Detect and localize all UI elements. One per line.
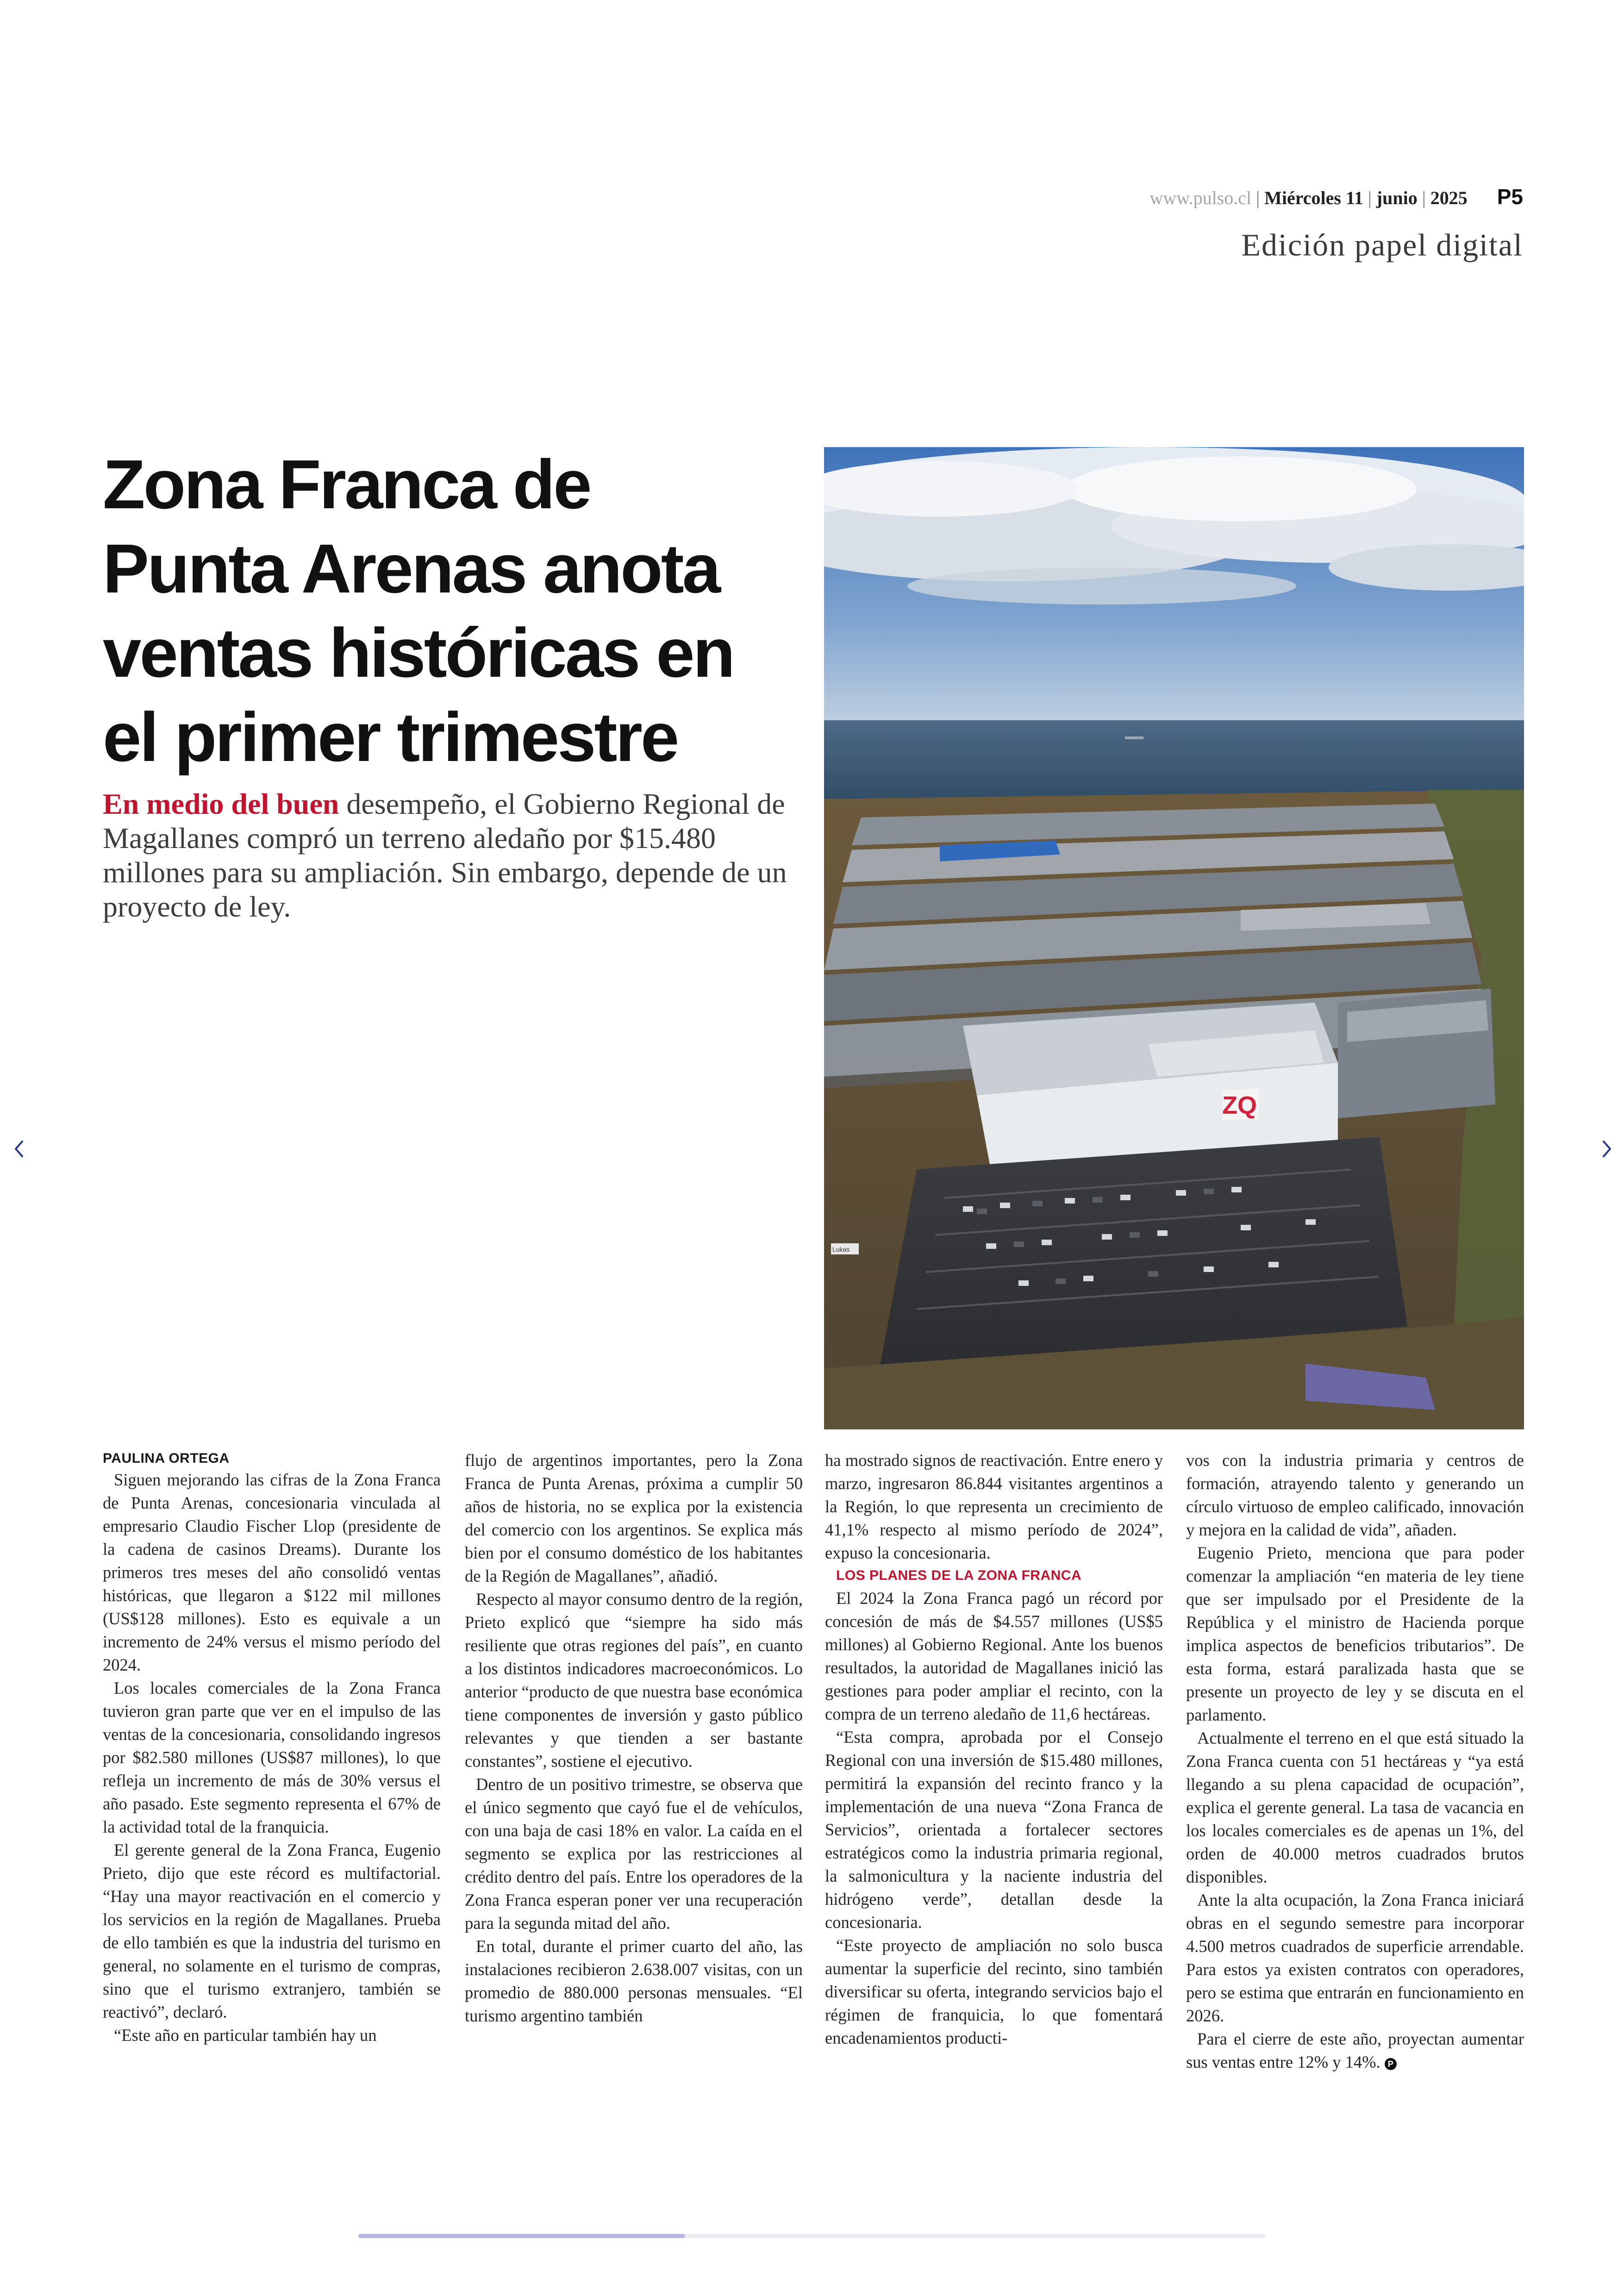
subtitle	[103, 787, 788, 924]
paragraph: Los locales comerciales de la Zona Franca tuvieron gran parte que ver en el impulso de las ventas de la concesionaria, consolidando ingresos por $82.580 millones (US$87 millones), lo que refleja un incremento de más de 30% versus el año pasado. Este segmento representa el 67% de la actividad total de la franquicia.	[103, 1678, 441, 1836]
page-header: www.pulso.cl | Miércoles 11 | junio | 2025 P5	[1149, 185, 1523, 209]
byline: PAULINA ORTEGA	[103, 1451, 230, 1466]
article-column-2	[465, 1449, 803, 2027]
edition-label: Edición papel digital	[1241, 227, 1523, 262]
paragraph: Actualmente el terreno en el que está situado la Zona Franca cuenta con 51 hectáreas y “ya está llegando a su plena capacidad de ocupación”, explica el gerente general. La tasa de vacancia en los locales comerciales es de apenas un 1%, del orden de 40.000 metros cuadrados brutos disponibles.	[1186, 1728, 1524, 1886]
end-of-article-icon: P	[1385, 2058, 1397, 2070]
header-year: 2025	[1430, 187, 1468, 208]
subtitle-lead: En medio del buen	[103, 787, 339, 820]
headline-line: ventas históricas en	[103, 614, 734, 692]
subtitle-text: desempeño, el Gobierno Regional de Magallanes compró un terreno aledaño por $15.480 millones para su ampliación. Sin embargo, depende de un proyecto de ley.	[103, 787, 787, 923]
paragraph: “Este proyecto de ampliación no solo busca aumentar la superficie del recinto, sino también diversificar su oferta, integrando servicios bajo el régimen de franquicia, lo que fomentará encadenamientos producti-	[825, 1936, 1163, 2047]
chevron-left-icon	[6, 1135, 33, 1163]
paragraph: flujo de argentinos importantes, pero la Zona Franca de Punta Arenas, próxima a cumplir 50 años de historia, no se explica por la existencia del comercio con los argentinos. Se explica más bien por el consumo doméstico de los habitantes de la Región de Magallanes”, añadió.	[465, 1451, 803, 1585]
paragraph: Ante la alta ocupación, la Zona Franca iniciará obras en el segundo semestre para incorporar 4.500 metros cuadrados de superficie arrendable. Para estos ya existen contratos con operadores, pero se estima que entrarán en funcionamiento en 2026.	[1186, 1890, 1524, 2025]
paragraph-text: Para el cierre de este año, proyectan aumentar sus ventas entre 12% y 14%.	[1186, 2029, 1524, 2071]
next-page-button[interactable]	[1593, 1135, 1620, 1163]
paragraph: El gerente general de la Zona Franca, Eugenio Prieto, dijo que este récord es multifactorial. “Hay una mayor reactivación en el comercio y los servicios en la región de Magallanes. Prueba de ello también es que la industria del turismo en general, no solamente en el turismo de compras, sino que el turismo extranjero, también se reactivó”, declaró.	[103, 1840, 441, 2021]
headline-line: el primer trimestre	[103, 698, 678, 776]
article-column-3	[825, 1449, 1163, 2050]
paragraph: En total, durante el primer cuarto del año, las instalaciones recibieron 2.638.007 visitas, con un promedio de 880.000 personas mensuales. “El turismo argentino también	[465, 1937, 803, 2025]
paragraph: Siguen mejorando las cifras de la Zona Franca de Punta Arenas, concesionaria vinculada al empresario Claudio Fischer Llop (presidente de la cadena de casinos Dreams). Durante los primeros tres meses del año consolidó ventas históricas, que llegaron a $122 mil millones (US$128 millones). Esto es equivale a un incremento de 24% versus el mismo período del 2024.	[103, 1470, 441, 1674]
small-sign: Lukas	[832, 1246, 850, 1253]
header-month: junio	[1376, 187, 1418, 208]
header-day: Miércoles 11	[1264, 187, 1363, 208]
chevron-right-icon	[1593, 1135, 1620, 1163]
section-heading: LOS PLANES DE LA ZONA FRANCA	[836, 1568, 1082, 1583]
paragraph: Respecto al mayor consumo dentro de la región, Prieto explicó que “siempre ha sido más resiliente que otras regiones del país”, en cuanto a los distintos indicadores macroeconómicos. Lo anterior “producto de que nuestra base económica tiene componentes de inversión y gasto público relevantes y que tienden a ser bastante constantes”, sostiene el ejecutivo.	[465, 1590, 803, 1771]
paragraph: ha mostrado signos de reactivación. Entre enero y marzo, ingresaron 86.844 visitantes argentinos a la Región, lo que representa un crecimiento de 41,1% respecto al mismo período de 2024”, expuso la concesionaria.	[825, 1451, 1163, 1562]
headline	[103, 442, 825, 779]
paragraph: “Este año en particular también hay un	[114, 2026, 377, 2045]
paragraph	[1186, 2027, 1524, 2074]
store-sign: ZQ	[1222, 1091, 1257, 1119]
aerial-photo	[824, 447, 1524, 1429]
paragraph: “Esta compra, aprobada por el Consejo Regional con una inversión de $15.480 millones, permitirá la expansión del recinto franco y la implementación de una nueva “Zona Franca de Servicios”, orientada a fortalecer sectores estratégicos como la industria primaria regional, la salmonicultura y la naciente industria del hidrógeno verde”, detallan desde la concesionaria.	[825, 1727, 1163, 1932]
progress-fill	[358, 2234, 685, 2238]
paragraph: vos con la industria primaria y centros de formación, atrayendo talento y generando un círculo virtuoso de empleo calificado, innovación y mejora en la calidad de vida”, añaden.	[1186, 1451, 1524, 1539]
headline-line: Zona Franca de	[103, 445, 590, 523]
headline-line: Punta Arenas anota	[103, 530, 719, 607]
article-column-1	[103, 1449, 441, 2047]
paragraph: El 2024 la Zona Franca pagó un récord por concesión de más de $4.557 millones (US$5 millones) al Gobierno Regional. Ante los buenos resultados, la autoridad de Magallanes inició las gestiones para poder ampliar el recinto, con la compra de un terreno aledaño de 11,6 hectáreas.	[825, 1589, 1163, 1723]
paragraph: Dentro de un positivo trimestre, se observa que el único segmento que cayó fue el de vehículos, con una baja de casi 18% en valor. La caída en el segmento se explica por las restricciones al crédito dentro del país. Entre los operadores de la Zona Franca esperan poner ver una recuperación para la segunda mitad del año.	[465, 1775, 803, 1933]
paragraph: Eugenio Prieto, menciona que para poder comenzar la ampliación “en materia de ley tiene que ser impulsado por el Presidente de la República y el ministro de Hacienda porque implica aspectos de beneficios tributarios”. De esta forma, estará paralizada hasta que se presente un proyecto de ley y se discuta en el parlamento.	[1186, 1543, 1524, 1724]
page-number: P5	[1497, 185, 1523, 209]
article-column-4	[1186, 1449, 1524, 2074]
prev-page-button[interactable]	[6, 1135, 33, 1163]
site-url: www.pulso.cl	[1149, 187, 1252, 208]
